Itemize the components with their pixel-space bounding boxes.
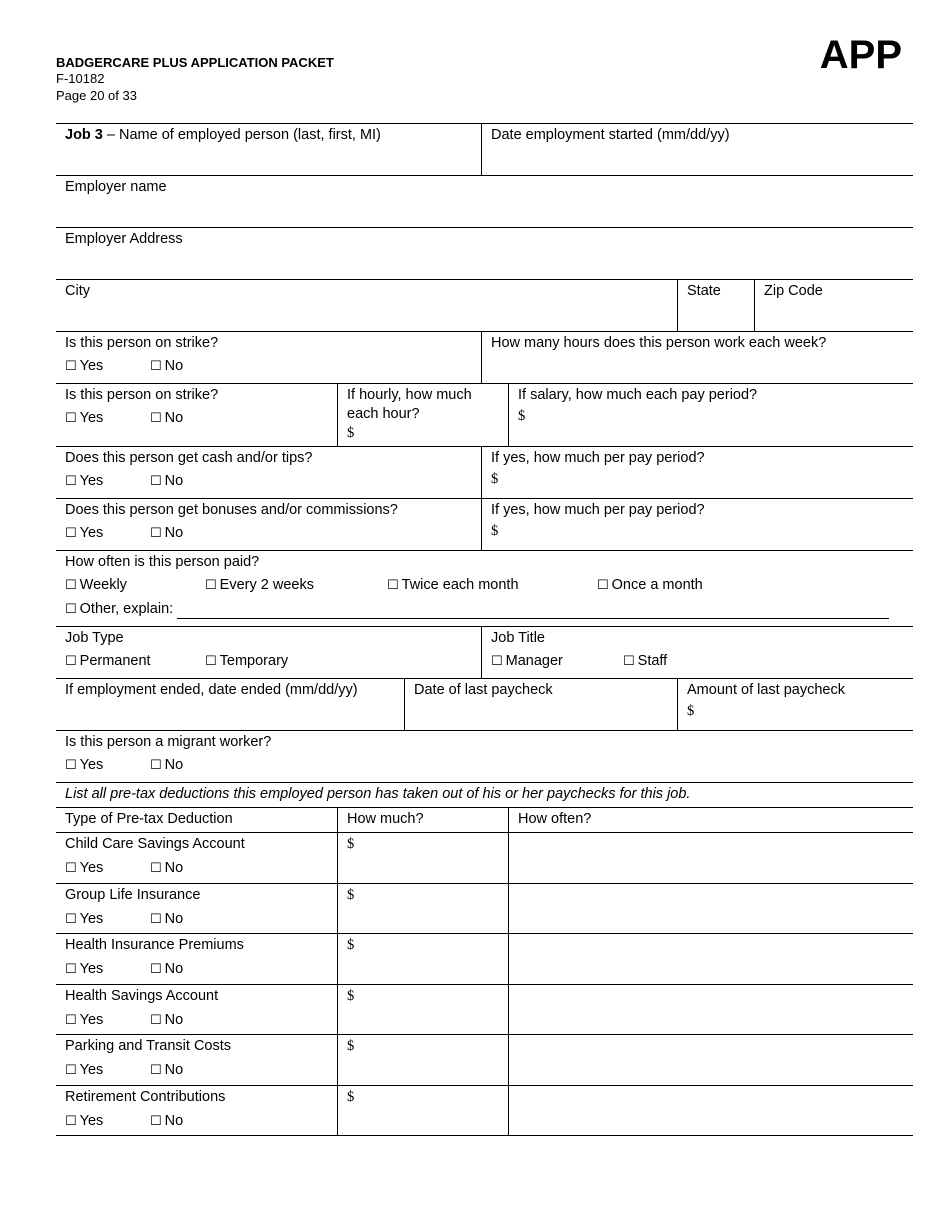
strike-label-1: Is this person on strike? bbox=[65, 335, 219, 351]
dollar-sign: $ bbox=[347, 425, 355, 441]
row-employment-ended bbox=[56, 678, 913, 730]
strike-2-no-option[interactable]: ☐ No bbox=[150, 410, 184, 426]
job-title-label: Job Title bbox=[491, 630, 545, 646]
deduction-often-field[interactable] bbox=[508, 884, 913, 934]
last-paycheck-amount-label: Amount of last paycheck bbox=[687, 682, 845, 698]
date-started-label: Date employment started (mm/dd/yy) bbox=[491, 127, 730, 143]
checkbox-icon[interactable]: ☐ bbox=[205, 654, 217, 669]
col-header-type: Type of Pre-tax Deduction bbox=[65, 811, 233, 827]
strike-question-2 bbox=[56, 384, 337, 446]
deduction-row bbox=[56, 984, 913, 1035]
bonus-no-option[interactable]: ☐ No bbox=[150, 525, 184, 541]
form-title: BADGERCARE PLUS APPLICATION PACKET bbox=[56, 55, 334, 70]
row-job-type bbox=[56, 626, 913, 678]
deduction-amount-field[interactable] bbox=[337, 934, 508, 984]
migrant-yes-option[interactable]: ☐ Yes bbox=[65, 757, 104, 773]
migrant-question bbox=[56, 731, 913, 782]
row-name bbox=[56, 123, 913, 175]
job-title-manager-option[interactable]: ☐ Manager bbox=[491, 653, 563, 669]
deduction-yes-option[interactable]: ☐ Yes bbox=[65, 1011, 104, 1028]
checkbox-icon[interactable]: ☐ bbox=[65, 1113, 77, 1129]
last-paycheck-date-field[interactable] bbox=[404, 679, 677, 730]
dollar-sign: $ bbox=[347, 1088, 355, 1105]
row-deductions-intro bbox=[56, 782, 913, 807]
dollar-sign: $ bbox=[347, 987, 355, 1004]
pay-once-month-option[interactable]: ☐ Once a month bbox=[597, 577, 703, 593]
deduction-row bbox=[56, 832, 913, 883]
checkbox-icon[interactable]: ☐ bbox=[150, 526, 162, 541]
pay-frequency-label: How often is this person paid? bbox=[65, 554, 260, 570]
bonus-question bbox=[56, 499, 481, 550]
employer-address-field[interactable] bbox=[56, 228, 913, 279]
checkbox-icon[interactable]: ☐ bbox=[65, 654, 77, 669]
job-title-question bbox=[481, 627, 913, 678]
page-number: Page 20 of 33 bbox=[56, 88, 137, 103]
last-paycheck-date-label: Date of last paycheck bbox=[414, 682, 553, 698]
deduction-amount-field[interactable] bbox=[337, 1035, 508, 1085]
dollar-sign: $ bbox=[347, 1038, 355, 1054]
deduction-type: Child Care Savings Account ☐ Yes ☐ No bbox=[65, 836, 245, 876]
job-type-permanent-option[interactable]: ☐ Permanent bbox=[65, 653, 151, 669]
checkbox-icon[interactable]: ☐ bbox=[65, 758, 77, 773]
deduction-no-option[interactable]: ☐ No bbox=[150, 961, 184, 977]
salary-label: If salary, how much each pay period? bbox=[518, 387, 758, 403]
deduction-yes-option[interactable]: ☐ Yes bbox=[65, 961, 104, 977]
row-city bbox=[56, 279, 913, 331]
checkbox-icon[interactable]: ☐ bbox=[65, 602, 77, 617]
deduction-type: Retirement Contributions ☐ Yes ☐ No bbox=[65, 1088, 226, 1129]
checkbox-icon[interactable]: ☐ bbox=[65, 411, 77, 426]
deductions-intro: List all pre-tax deductions this employed person has taken out of his or her paychecks for this job. bbox=[65, 786, 691, 802]
hourly-field[interactable] bbox=[337, 384, 508, 446]
job-title-staff-option[interactable]: ☐ Staff bbox=[623, 653, 668, 669]
employer-name-field[interactable] bbox=[56, 176, 913, 227]
city-field[interactable] bbox=[56, 280, 677, 331]
job-form bbox=[56, 123, 913, 1136]
deduction-often-field[interactable] bbox=[508, 934, 913, 984]
checkbox-icon[interactable]: ☐ bbox=[150, 359, 162, 374]
job-type-temporary-option[interactable]: ☐ Temporary bbox=[205, 653, 289, 669]
bonus-amount-label: If yes, how much per pay period? bbox=[491, 502, 705, 518]
deduction-row bbox=[56, 933, 913, 984]
bonus-yes-option[interactable]: ☐ Yes bbox=[65, 525, 104, 541]
deduction-amount-field[interactable] bbox=[337, 833, 508, 883]
migrant-no-option[interactable]: ☐ No bbox=[150, 757, 184, 773]
dollar-sign: $ bbox=[347, 836, 355, 852]
checkbox-icon[interactable]: ☐ bbox=[65, 359, 77, 374]
deduction-yes-option[interactable]: ☐ Yes bbox=[65, 1062, 104, 1078]
deduction-often-field[interactable] bbox=[508, 985, 913, 1035]
row-pay-frequency bbox=[56, 550, 913, 626]
row-employer-name bbox=[56, 175, 913, 227]
hours-field[interactable] bbox=[481, 332, 913, 383]
deduction-amount-field[interactable] bbox=[337, 985, 508, 1035]
row-deductions-header bbox=[56, 807, 913, 832]
col-header-amount: How much? bbox=[337, 808, 508, 832]
deduction-often-field[interactable] bbox=[508, 1035, 913, 1085]
checkbox-icon[interactable]: ☐ bbox=[150, 411, 162, 426]
dollar-sign: $ bbox=[491, 523, 499, 539]
strike-2-yes-option[interactable]: ☐ Yes bbox=[65, 410, 104, 426]
checkbox-icon[interactable]: ☐ bbox=[205, 578, 217, 593]
checkbox-icon[interactable]: ☐ bbox=[150, 1113, 162, 1129]
row-cash bbox=[56, 446, 913, 498]
date-ended-field[interactable] bbox=[56, 679, 404, 730]
deduction-yes-option[interactable]: ☐ Yes bbox=[65, 910, 104, 927]
checkbox-icon[interactable]: ☐ bbox=[150, 911, 162, 927]
deduction-yes-option[interactable]: ☐ Yes bbox=[65, 860, 104, 876]
form-number: F-10182 bbox=[56, 71, 105, 86]
deduction-type: Health Insurance Premiums ☐ Yes ☐ No bbox=[65, 937, 244, 977]
bonus-amount-field[interactable] bbox=[481, 499, 913, 550]
cash-label: Does this person get cash and/or tips? bbox=[65, 450, 313, 466]
cash-no-option[interactable]: ☐ No bbox=[150, 473, 184, 489]
pay-frequency-question bbox=[56, 551, 913, 626]
deduction-no-option[interactable]: ☐ No bbox=[150, 910, 184, 927]
employer-address-label: Employer Address bbox=[65, 231, 183, 247]
checkbox-icon[interactable]: ☐ bbox=[65, 861, 77, 876]
hourly-label: If hourly, how much each hour? bbox=[347, 387, 472, 422]
deduction-row bbox=[56, 883, 913, 934]
city-label: City bbox=[65, 283, 90, 299]
state-field[interactable] bbox=[677, 280, 754, 331]
checkbox-icon[interactable]: ☐ bbox=[150, 962, 162, 977]
bonus-label: Does this person get bonuses and/or commissions? bbox=[65, 502, 398, 518]
job-type-label: Job Type bbox=[65, 630, 124, 646]
cash-yes-option[interactable]: ☐ Yes bbox=[65, 473, 104, 489]
deduction-type: Parking and Transit Costs ☐ Yes ☐ No bbox=[65, 1038, 232, 1078]
date-ended-label: If employment ended, date ended (mm/dd/yy) bbox=[65, 682, 358, 698]
strike-1-yes-option[interactable]: ☐ Yes bbox=[65, 358, 104, 374]
strike-1-no-option[interactable]: ☐ No bbox=[150, 358, 184, 374]
checkbox-icon[interactable]: ☐ bbox=[65, 474, 77, 489]
pay-other-option[interactable]: ☐ Other, explain: bbox=[65, 601, 174, 617]
checkbox-icon[interactable]: ☐ bbox=[65, 1063, 77, 1078]
pay-twice-month-option[interactable]: ☐ Twice each month bbox=[387, 577, 519, 593]
deduction-no-option[interactable]: ☐ No bbox=[150, 1062, 184, 1078]
form-code: APP bbox=[819, 33, 902, 77]
zip-label: Zip Code bbox=[764, 283, 823, 299]
deduction-type: Health Savings Account ☐ Yes ☐ No bbox=[65, 987, 219, 1028]
checkbox-icon[interactable]: ☐ bbox=[65, 1012, 77, 1028]
checkbox-icon[interactable]: ☐ bbox=[623, 654, 635, 669]
row-strike-pay bbox=[56, 383, 913, 446]
zip-field[interactable] bbox=[754, 280, 913, 331]
deduction-often-field[interactable] bbox=[508, 833, 913, 883]
checkbox-icon[interactable]: ☐ bbox=[150, 861, 162, 876]
pay-every-2-weeks-option[interactable]: ☐ Every 2 weeks bbox=[205, 577, 314, 593]
deduction-type: Group Life Insurance ☐ Yes ☐ No bbox=[65, 886, 201, 927]
deduction-amount-field[interactable] bbox=[337, 1086, 508, 1136]
deduction-often-field[interactable] bbox=[508, 1086, 913, 1136]
checkbox-icon[interactable]: ☐ bbox=[65, 962, 77, 977]
deduction-no-option[interactable]: ☐ No bbox=[150, 860, 184, 876]
row-employer-address bbox=[56, 227, 913, 279]
row-bonus bbox=[56, 498, 913, 550]
date-started-field[interactable] bbox=[481, 124, 913, 175]
deduction-row bbox=[56, 1034, 913, 1085]
deduction-no-option[interactable]: ☐ No bbox=[150, 1112, 184, 1129]
other-explain-input[interactable] bbox=[177, 604, 889, 619]
deduction-amount-field[interactable] bbox=[337, 884, 508, 934]
strike-question-1 bbox=[56, 332, 481, 383]
checkbox-icon[interactable]: ☐ bbox=[387, 578, 399, 593]
cash-amount-field[interactable] bbox=[481, 447, 913, 498]
checkbox-icon[interactable]: ☐ bbox=[65, 578, 77, 593]
cash-question bbox=[56, 447, 481, 498]
state-label: State bbox=[687, 283, 721, 299]
deduction-row bbox=[56, 1085, 913, 1137]
checkbox-icon[interactable]: ☐ bbox=[65, 526, 77, 541]
strike-label-2: Is this person on strike? bbox=[65, 387, 219, 403]
deduction-no-option[interactable]: ☐ No bbox=[150, 1011, 184, 1028]
dollar-sign: $ bbox=[518, 408, 526, 424]
checkbox-icon[interactable]: ☐ bbox=[597, 578, 609, 593]
row-migrant bbox=[56, 730, 913, 782]
deduction-yes-option[interactable]: ☐ Yes bbox=[65, 1112, 104, 1129]
job-type-question bbox=[56, 627, 481, 678]
dollar-sign: $ bbox=[491, 471, 499, 487]
hours-label: How many hours does this person work each week? bbox=[491, 335, 827, 351]
row-strike-hours bbox=[56, 331, 913, 383]
name-field[interactable] bbox=[56, 124, 481, 175]
name-label: – Name of employed person (last, first, MI) bbox=[102, 127, 381, 143]
job-label: Job 3 bbox=[65, 127, 103, 143]
checkbox-icon[interactable]: ☐ bbox=[65, 911, 77, 927]
col-header-often: How often? bbox=[508, 808, 913, 832]
dollar-sign: $ bbox=[347, 886, 355, 903]
checkbox-icon[interactable]: ☐ bbox=[150, 474, 162, 489]
checkbox-icon[interactable]: ☐ bbox=[150, 1063, 162, 1078]
checkbox-icon[interactable]: ☐ bbox=[150, 1012, 162, 1028]
dollar-sign: $ bbox=[687, 703, 695, 719]
cash-amount-label: If yes, how much per pay period? bbox=[491, 450, 705, 466]
dollar-sign: $ bbox=[347, 937, 355, 953]
checkbox-icon[interactable]: ☐ bbox=[491, 654, 503, 669]
pay-weekly-option[interactable]: ☐ Weekly bbox=[65, 577, 127, 593]
checkbox-icon[interactable]: ☐ bbox=[150, 758, 162, 773]
last-paycheck-amount-field[interactable] bbox=[677, 679, 913, 730]
salary-field[interactable] bbox=[508, 384, 913, 446]
employer-name-label: Employer name bbox=[65, 179, 167, 195]
migrant-label: Is this person a migrant worker? bbox=[65, 734, 272, 750]
